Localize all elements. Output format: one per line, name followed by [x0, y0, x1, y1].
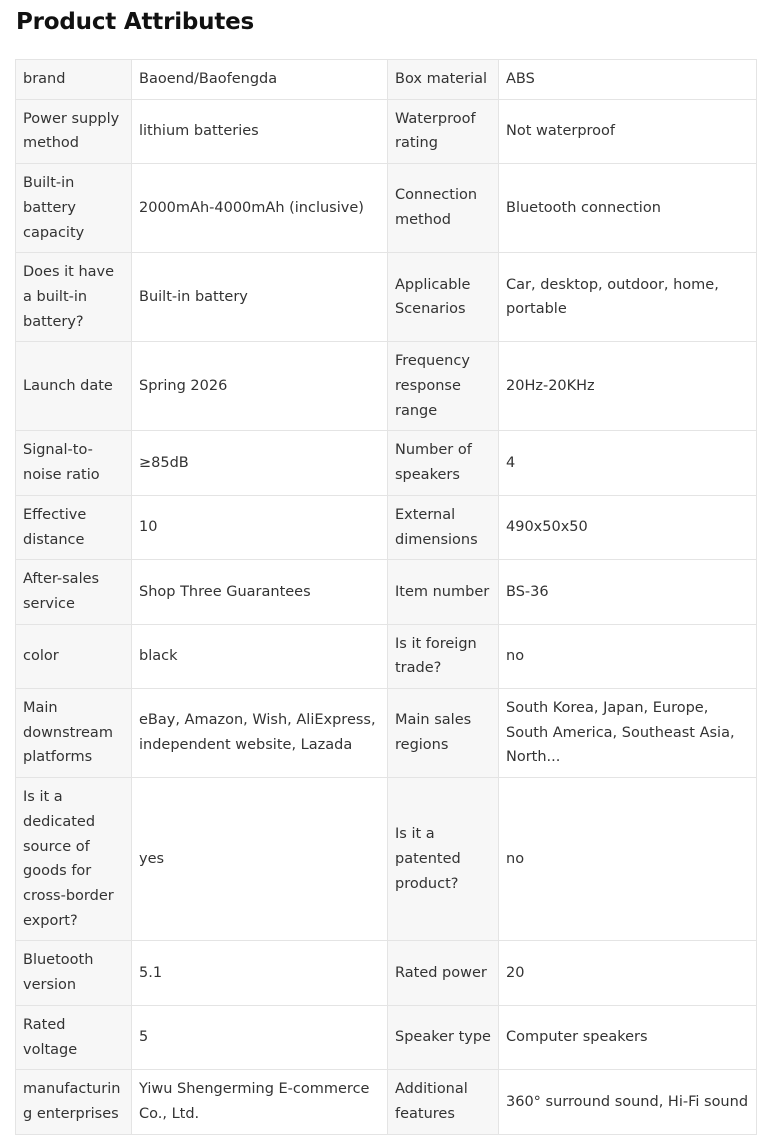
attribute-value: no [499, 778, 757, 941]
attribute-value: Car, desktop, outdoor, home, portable [499, 253, 757, 342]
attribute-name: Applicable Scenarios [388, 253, 499, 342]
attribute-name: Rated power [388, 941, 499, 1005]
attribute-value: Not waterproof [499, 99, 757, 163]
table-row [16, 689, 757, 778]
attribute-value: ABS [499, 60, 757, 100]
attribute-value: Shop Three Guarantees [132, 560, 388, 624]
attribute-name: Item number [388, 560, 499, 624]
table-row [16, 495, 757, 559]
attribute-value: 10 [132, 495, 388, 559]
attribute-name: color [16, 624, 132, 688]
attribute-name: Is it a patented product? [388, 778, 499, 941]
table-row [16, 941, 757, 1005]
attribute-name: Main sales regions [388, 689, 499, 778]
attribute-value: 20Hz-20KHz [499, 342, 757, 431]
attribute-value: 4 [499, 431, 757, 495]
table-row [16, 164, 757, 253]
attribute-name: External dimensions [388, 495, 499, 559]
table-row [16, 560, 757, 624]
table-row [16, 60, 757, 100]
table-row [16, 1005, 757, 1069]
attribute-name: Launch date [16, 342, 132, 431]
table-row [16, 431, 757, 495]
attribute-name: Frequency response range [388, 342, 499, 431]
table-row [16, 1070, 757, 1134]
attribute-value: 490x50x50 [499, 495, 757, 559]
attribute-value: 5 [132, 1005, 388, 1069]
attribute-name: After-sales service [16, 560, 132, 624]
table-row [16, 778, 757, 941]
attribute-name: Effective distance [16, 495, 132, 559]
attribute-name: Is it foreign trade? [388, 624, 499, 688]
attribute-value: ≥85dB [132, 431, 388, 495]
attribute-name: Additional features [388, 1070, 499, 1134]
table-row [16, 342, 757, 431]
attribute-name: Rated voltage [16, 1005, 132, 1069]
attribute-name: Number of speakers [388, 431, 499, 495]
attribute-name: Speaker type [388, 1005, 499, 1069]
attribute-value: no [499, 624, 757, 688]
attribute-name: brand [16, 60, 132, 100]
table-row [16, 253, 757, 342]
attribute-value: Spring 2026 [132, 342, 388, 431]
attribute-value: Computer speakers [499, 1005, 757, 1069]
attribute-value: 2000mAh-4000mAh (inclusive) [132, 164, 388, 253]
attribute-value: yes [132, 778, 388, 941]
attribute-name: Box material [388, 60, 499, 100]
attribute-value: BS-36 [499, 560, 757, 624]
attribute-value: 5.1 [132, 941, 388, 1005]
attribute-value: eBay, Amazon, Wish, AliExpress, independent website, Lazada [132, 689, 388, 778]
attribute-name: Built-in battery capacity [16, 164, 132, 253]
attribute-name: Is it a dedicated source of goods for cross-border export? [16, 778, 132, 941]
attributes-table [15, 59, 757, 1135]
section-title: Product Attributes [16, 9, 255, 35]
attribute-value: black [132, 624, 388, 688]
attribute-name: Connection method [388, 164, 499, 253]
attribute-value: Baoend/Baofengda [132, 60, 388, 100]
attribute-name: Main downstream platforms [16, 689, 132, 778]
attribute-name: Signal-to-noise ratio [16, 431, 132, 495]
attribute-value: lithium batteries [132, 99, 388, 163]
attribute-value: Built-in battery [132, 253, 388, 342]
table-row [16, 624, 757, 688]
attribute-name: manufacturing enterprises [16, 1070, 132, 1134]
attribute-name: Does it have a built-in battery? [16, 253, 132, 342]
attribute-value: South Korea, Japan, Europe, South America, Southeast Asia, North... [499, 689, 757, 778]
attribute-value: Yiwu Shengerming E-commerce Co., Ltd. [132, 1070, 388, 1134]
attribute-value: Bluetooth connection [499, 164, 757, 253]
attribute-value: 360° surround sound, Hi-Fi sound [499, 1070, 757, 1134]
table-row [16, 99, 757, 163]
attribute-value: 20 [499, 941, 757, 1005]
attribute-name: Bluetooth version [16, 941, 132, 1005]
attribute-name: Waterproof rating [388, 99, 499, 163]
attribute-name: Power supply method [16, 99, 132, 163]
